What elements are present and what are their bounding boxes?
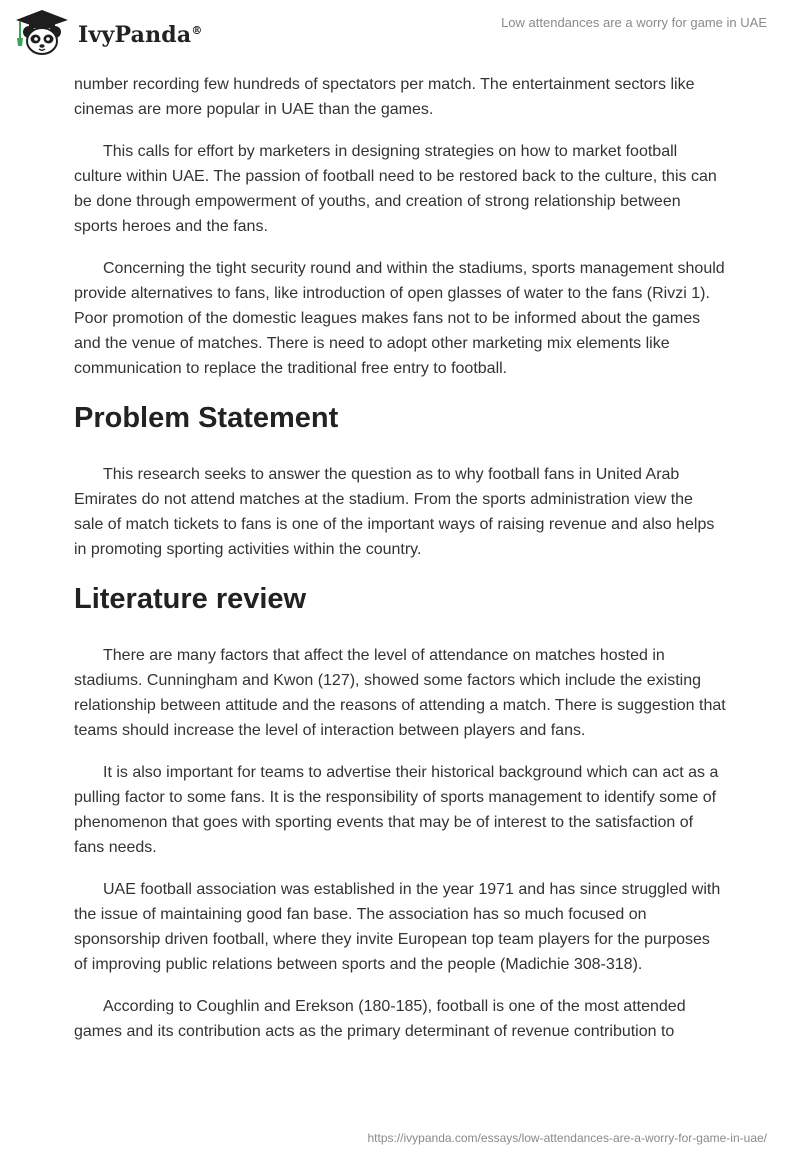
brand-name: IvyPanda® bbox=[78, 22, 203, 48]
panda-graduate-icon bbox=[14, 8, 70, 58]
paragraph: This calls for effort by marketers in designing strategies on how to market football culture within UAE. The passion of football need to be restored back to the culture, this can be done through empowerment of youths, and creation of strong relationship between sports heroes and the fans. bbox=[74, 143, 717, 235]
page-header bbox=[0, 0, 800, 70]
document-title: Low attendances are a worry for game in UAE bbox=[501, 15, 767, 30]
source-url[interactable]: https://ivypanda.com/essays/low-attendances-are-a-worry-for-game-in-uae/ bbox=[367, 1131, 767, 1145]
paragraph: This research seeks to answer the question as to why football fans in United Arab Emirates do not attend matches at the stadium. From the sports administration view the sale of match tickets to fans is one of the important ways of raising revenue and also helps in promoting sporting activities within the country. bbox=[74, 466, 715, 558]
ivypanda-logo[interactable] bbox=[14, 8, 203, 58]
paragraph: number recording few hundreds of spectators per match. The entertainment sectors like cinemas are more popular in UAE than the games. bbox=[74, 76, 695, 118]
paragraph: According to Coughlin and Erekson (180-185), football is one of the most attended games and its contribution acts as the primary determinant of revenue contribution to bbox=[74, 998, 686, 1040]
essay-body bbox=[74, 72, 726, 1061]
paragraph: There are many factors that affect the level of attendance on matches hosted in stadiums. Cunningham and Kwon (127), showed some factors which include the existing relationship between attitude and the reasons of attending a match. There is suggestion that teams should increase the level of interaction between players and fans. bbox=[74, 647, 726, 739]
section-heading-problem-statement: Problem Statement bbox=[74, 402, 339, 434]
section-heading-literature-review: Literature review bbox=[74, 583, 307, 615]
paragraph: UAE football association was established in the year 1971 and has since struggled with the issue of maintaining good fan base. The association has so much focused on sponsorship driven football, where they invite European top team players for the purposes of improving public relations between sports and the people (Madichie 308-318). bbox=[74, 881, 721, 973]
paragraph: Concerning the tight security round and within the stadiums, sports management should provide alternatives to fans, like introduction of open glasses of water to the fans (Rivzi 1). Poor promotion of the domestic leagues makes fans not to be informed about the games and the venue of matches. There is need to adopt other marketing mix elements like communication to replace the traditional free entry to football. bbox=[74, 260, 725, 377]
paragraph: It is also important for teams to advertise their historical background which can act as a pulling factor to some fans. It is the responsibility of sports management to identify some of phenomenon that goes with sporting events that may be of interest to the satisfaction of fans needs. bbox=[74, 764, 719, 856]
